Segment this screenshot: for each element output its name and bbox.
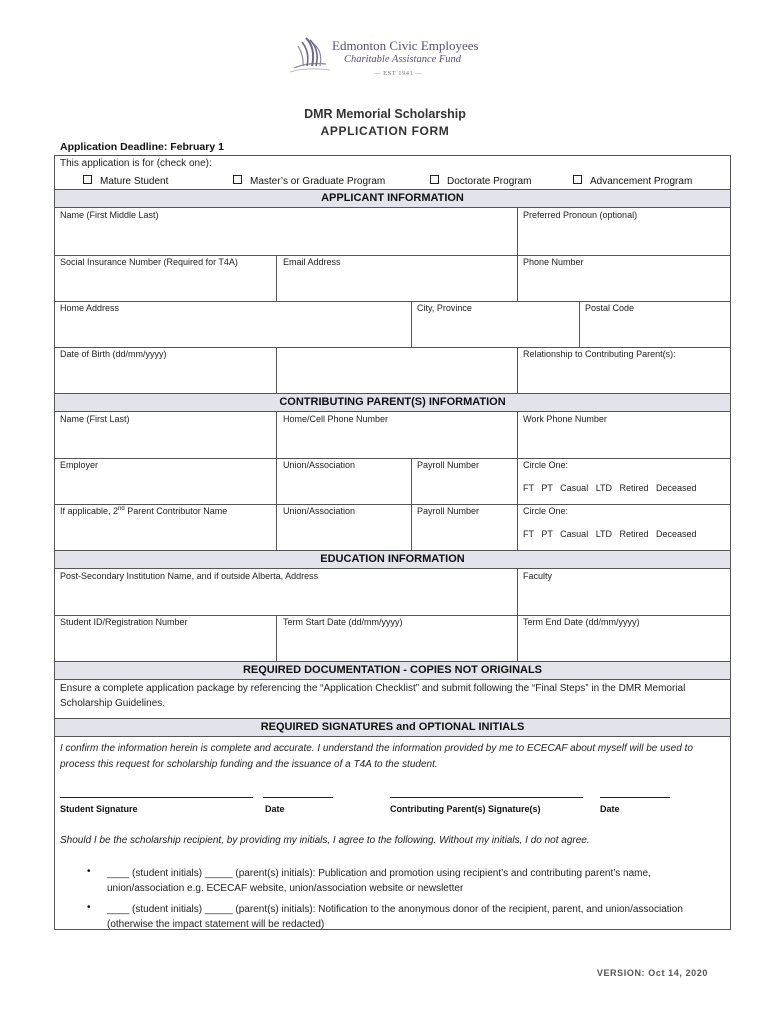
parent-home-phone-field[interactable]: Home/Cell Phone Number bbox=[283, 414, 389, 424]
term-end-field[interactable]: Term End Date (dd/mm/yyyy) bbox=[523, 617, 640, 627]
checkbox-icon bbox=[573, 175, 582, 184]
parent-section-header: CONTRIBUTING PARENT(S) INFORMATION bbox=[55, 393, 730, 412]
student-id-field[interactable]: Student ID/Registration Number bbox=[60, 617, 188, 627]
relationship-field[interactable]: Relationship to Contributing Parent(s): bbox=[523, 349, 676, 359]
postal-code-field[interactable]: Postal Code bbox=[585, 303, 635, 313]
payroll-field-2[interactable]: Payroll Number bbox=[417, 506, 480, 516]
form-subtitle: APPLICATION FORM bbox=[320, 124, 450, 138]
initials-statement: Should I be the scholarship recipient, by providing my initials, I agree to the following. Without my initials, I do not agree. bbox=[60, 835, 590, 846]
student-signature-label: Student Signature bbox=[60, 804, 138, 814]
parent-date-line[interactable] bbox=[600, 797, 670, 798]
documentation-text: Ensure a complete application package by referencing the “Application Checklist” and submit following the “Final Steps” in the DMR Memorial Scholarship Guidelines. bbox=[60, 683, 686, 709]
logo-line-2: Charitable Assistance Fund bbox=[344, 54, 462, 65]
initials-item-publication[interactable]: ____ (student initials) _____ (parent(s) initials): Publication and promotion using recipient’s and contributing parent’s name, union/association e.g. ECECAF website, union/association website or newsletter bbox=[107, 868, 651, 894]
dob-field[interactable]: Date of Birth (dd/mm/yyyy) bbox=[60, 349, 167, 359]
applicant-section-header: APPLICANT INFORMATION bbox=[55, 189, 730, 208]
parent-signature-line[interactable] bbox=[390, 797, 583, 798]
initials-item-notification[interactable]: ____ (student initials) _____ (parent(s) initials): Notification to the anonymous donor of the recipient, parent, and union/association (otherwise the impact statement will be redacted) bbox=[107, 904, 683, 930]
ececaf-logo bbox=[286, 34, 479, 84]
email-field[interactable]: Email Address bbox=[283, 257, 341, 267]
city-province-field[interactable]: City, Province bbox=[417, 303, 472, 313]
program-prompt: This application is for (check one): bbox=[60, 158, 212, 169]
sin-field[interactable]: Social Insurance Number (Required for T4A) bbox=[60, 257, 238, 267]
institution-field[interactable]: Post-Secondary Institution Name, and if outside Alberta, Address bbox=[60, 571, 319, 581]
bullet-icon: • bbox=[87, 866, 91, 877]
pronoun-field[interactable]: Preferred Pronoun (optional) bbox=[523, 210, 638, 220]
documentation-section-header: REQUIRED DOCUMENTATION - COPIES NOT ORIGINALS bbox=[55, 661, 730, 680]
education-section-header: EDUCATION INFORMATION bbox=[55, 550, 730, 569]
checkbox-icon bbox=[430, 175, 439, 184]
version-label: VERSION: Oct 14, 2020 bbox=[596, 968, 708, 978]
advancement-checkbox[interactable]: Advancement Program bbox=[573, 175, 692, 187]
bullet-icon: • bbox=[87, 902, 91, 913]
payroll-field[interactable]: Payroll Number bbox=[417, 460, 480, 470]
logo-emblem-icon bbox=[286, 34, 332, 80]
signatures-section-header: REQUIRED SIGNATURES and OPTIONAL INITIALS bbox=[55, 718, 730, 737]
union-field-2[interactable]: Union/Association bbox=[283, 506, 356, 516]
parent-date-label: Date bbox=[600, 804, 620, 814]
parent-work-phone-field[interactable]: Work Phone Number bbox=[523, 414, 607, 424]
mature-student-checkbox[interactable]: Mature Student bbox=[83, 175, 168, 187]
checkbox-icon bbox=[83, 175, 92, 184]
employment-status-options[interactable]: FT PT Casual LTD Retired Deceased bbox=[523, 483, 697, 493]
term-start-field[interactable]: Term Start Date (dd/mm/yyyy) bbox=[283, 617, 403, 627]
parent-signature-label: Contributing Parent(s) Signature(s) bbox=[390, 804, 541, 814]
phone-field[interactable]: Phone Number bbox=[523, 257, 584, 267]
form-title: DMR Memorial Scholarship bbox=[304, 107, 466, 121]
applicant-name-field[interactable]: Name (First Middle Last) bbox=[60, 210, 159, 220]
parent-name-field[interactable]: Name (First Last) bbox=[60, 414, 130, 424]
circle-one-label-2: Circle One: bbox=[523, 506, 569, 516]
confirmation-statement: I confirm the information herein is complete and accurate. I understand the information provided by me to ECECAF about myself will be used to process this request for scholarship funding and the issuance of a T4A to the student. bbox=[60, 743, 693, 770]
logo-line-3: — EST 1941 — bbox=[374, 70, 423, 77]
employment-status-options-2[interactable]: FT PT Casual LTD Retired Deceased bbox=[523, 529, 697, 539]
faculty-field[interactable]: Faculty bbox=[523, 571, 553, 581]
masters-checkbox[interactable]: Master’s or Graduate Program bbox=[233, 175, 385, 187]
application-deadline: Application Deadline: February 1 bbox=[60, 141, 224, 153]
application-form bbox=[54, 155, 731, 930]
student-signature-line[interactable] bbox=[60, 797, 253, 798]
doctorate-checkbox[interactable]: Doctorate Program bbox=[430, 175, 531, 187]
student-date-line[interactable] bbox=[263, 797, 333, 798]
checkbox-icon bbox=[233, 175, 242, 184]
student-date-label: Date bbox=[265, 804, 285, 814]
second-parent-name-field[interactable]: If applicable, 2nd Parent Contributor Name bbox=[60, 506, 228, 516]
circle-one-label: Circle One: bbox=[523, 460, 569, 470]
home-address-field[interactable]: Home Address bbox=[60, 303, 120, 313]
union-field[interactable]: Union/Association bbox=[283, 460, 356, 470]
employer-field[interactable]: Employer bbox=[60, 460, 99, 470]
logo-line-1: Edmonton Civic Employees bbox=[332, 38, 479, 53]
